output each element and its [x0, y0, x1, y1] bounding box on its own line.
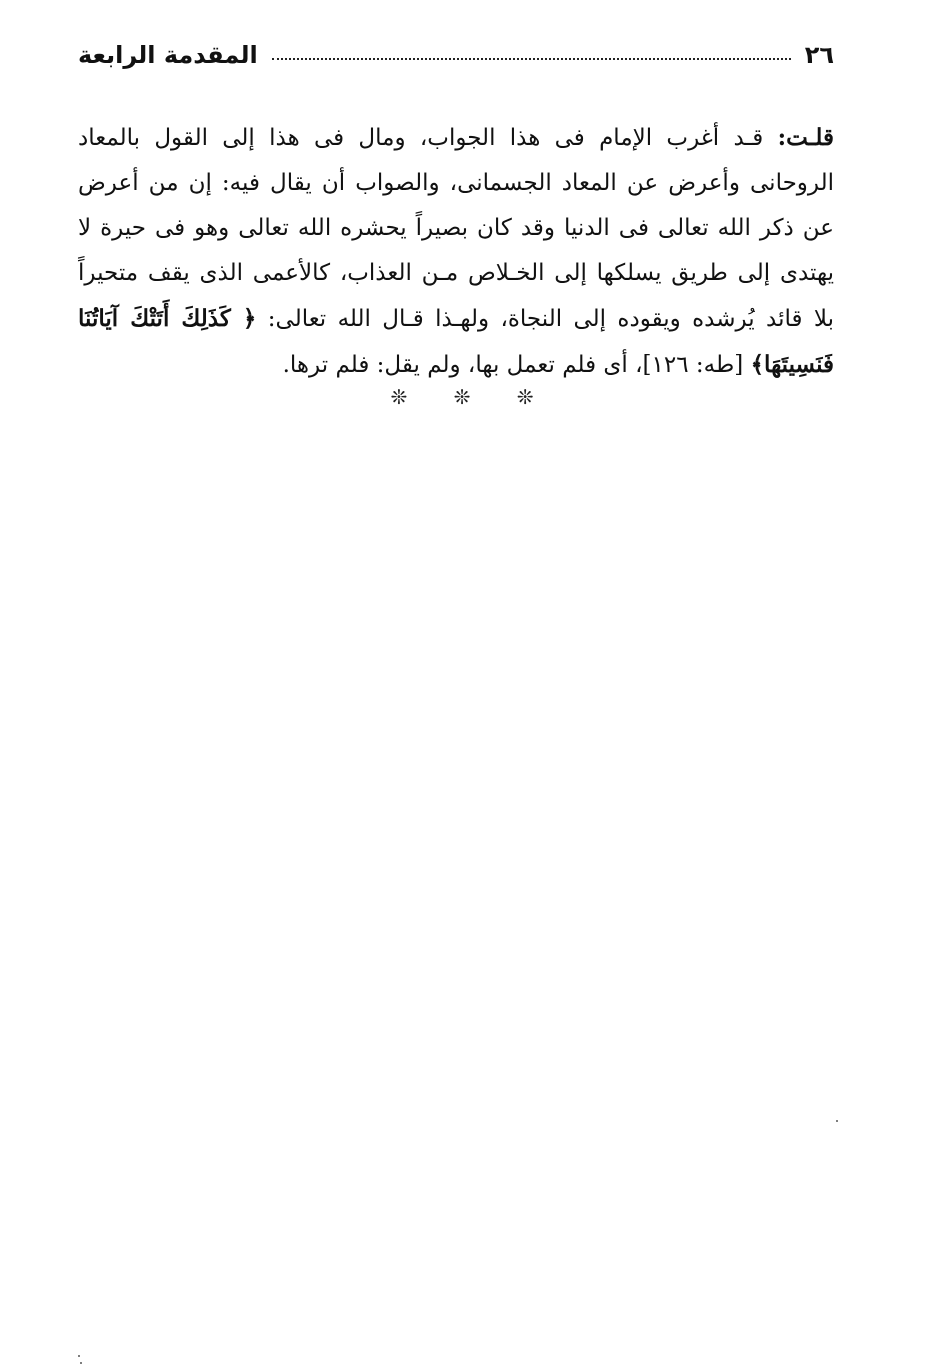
scan-speck [78, 1355, 80, 1357]
paragraph-text-part2: [طه: ١٢٦]، أى فلم تعمل بها، ولم يقل: فلم ترها. [282, 352, 751, 378]
scan-speck [836, 1120, 838, 1122]
paragraph-text-part1: قـد أغرب الإمام فى هذا الجواب، ومال فى هذا إلى القول بالمعاد الروحانى وأعرض عن المعاد الجسمانى، والصواب أن يقال فيه: إن من أعرض عن ذكر الله تعالى فى الدنيا وقد كان بصيراً يحشره الله تعالى وهو فى حيرة لا يهتدى إلى طريق يسلكها إلى الخـلاص مـن العذاب، كالأعمى الذى يقف متحيراً بلا قائد يُرشده ويقوده إلى النجاة، ولهـذا قـال الله تعالى: [78, 125, 834, 332]
body-paragraph [78, 115, 834, 388]
page-number: ٢٦ [804, 41, 834, 69]
quran-quotation: ﴿ كَذَلِكَ أَتَتْكَ آيَاتُنَا فَنَسِيتَهَا﴾ [78, 305, 834, 378]
running-title: المقدمة الرابعة [78, 41, 258, 69]
scan-speck [80, 1362, 82, 1364]
page-header [78, 30, 834, 80]
paragraph-lead-word: قلـت: [777, 124, 834, 151]
dotted-leader [272, 58, 791, 60]
section-end-ornament: ❊ ❊ ❊ [390, 385, 554, 409]
